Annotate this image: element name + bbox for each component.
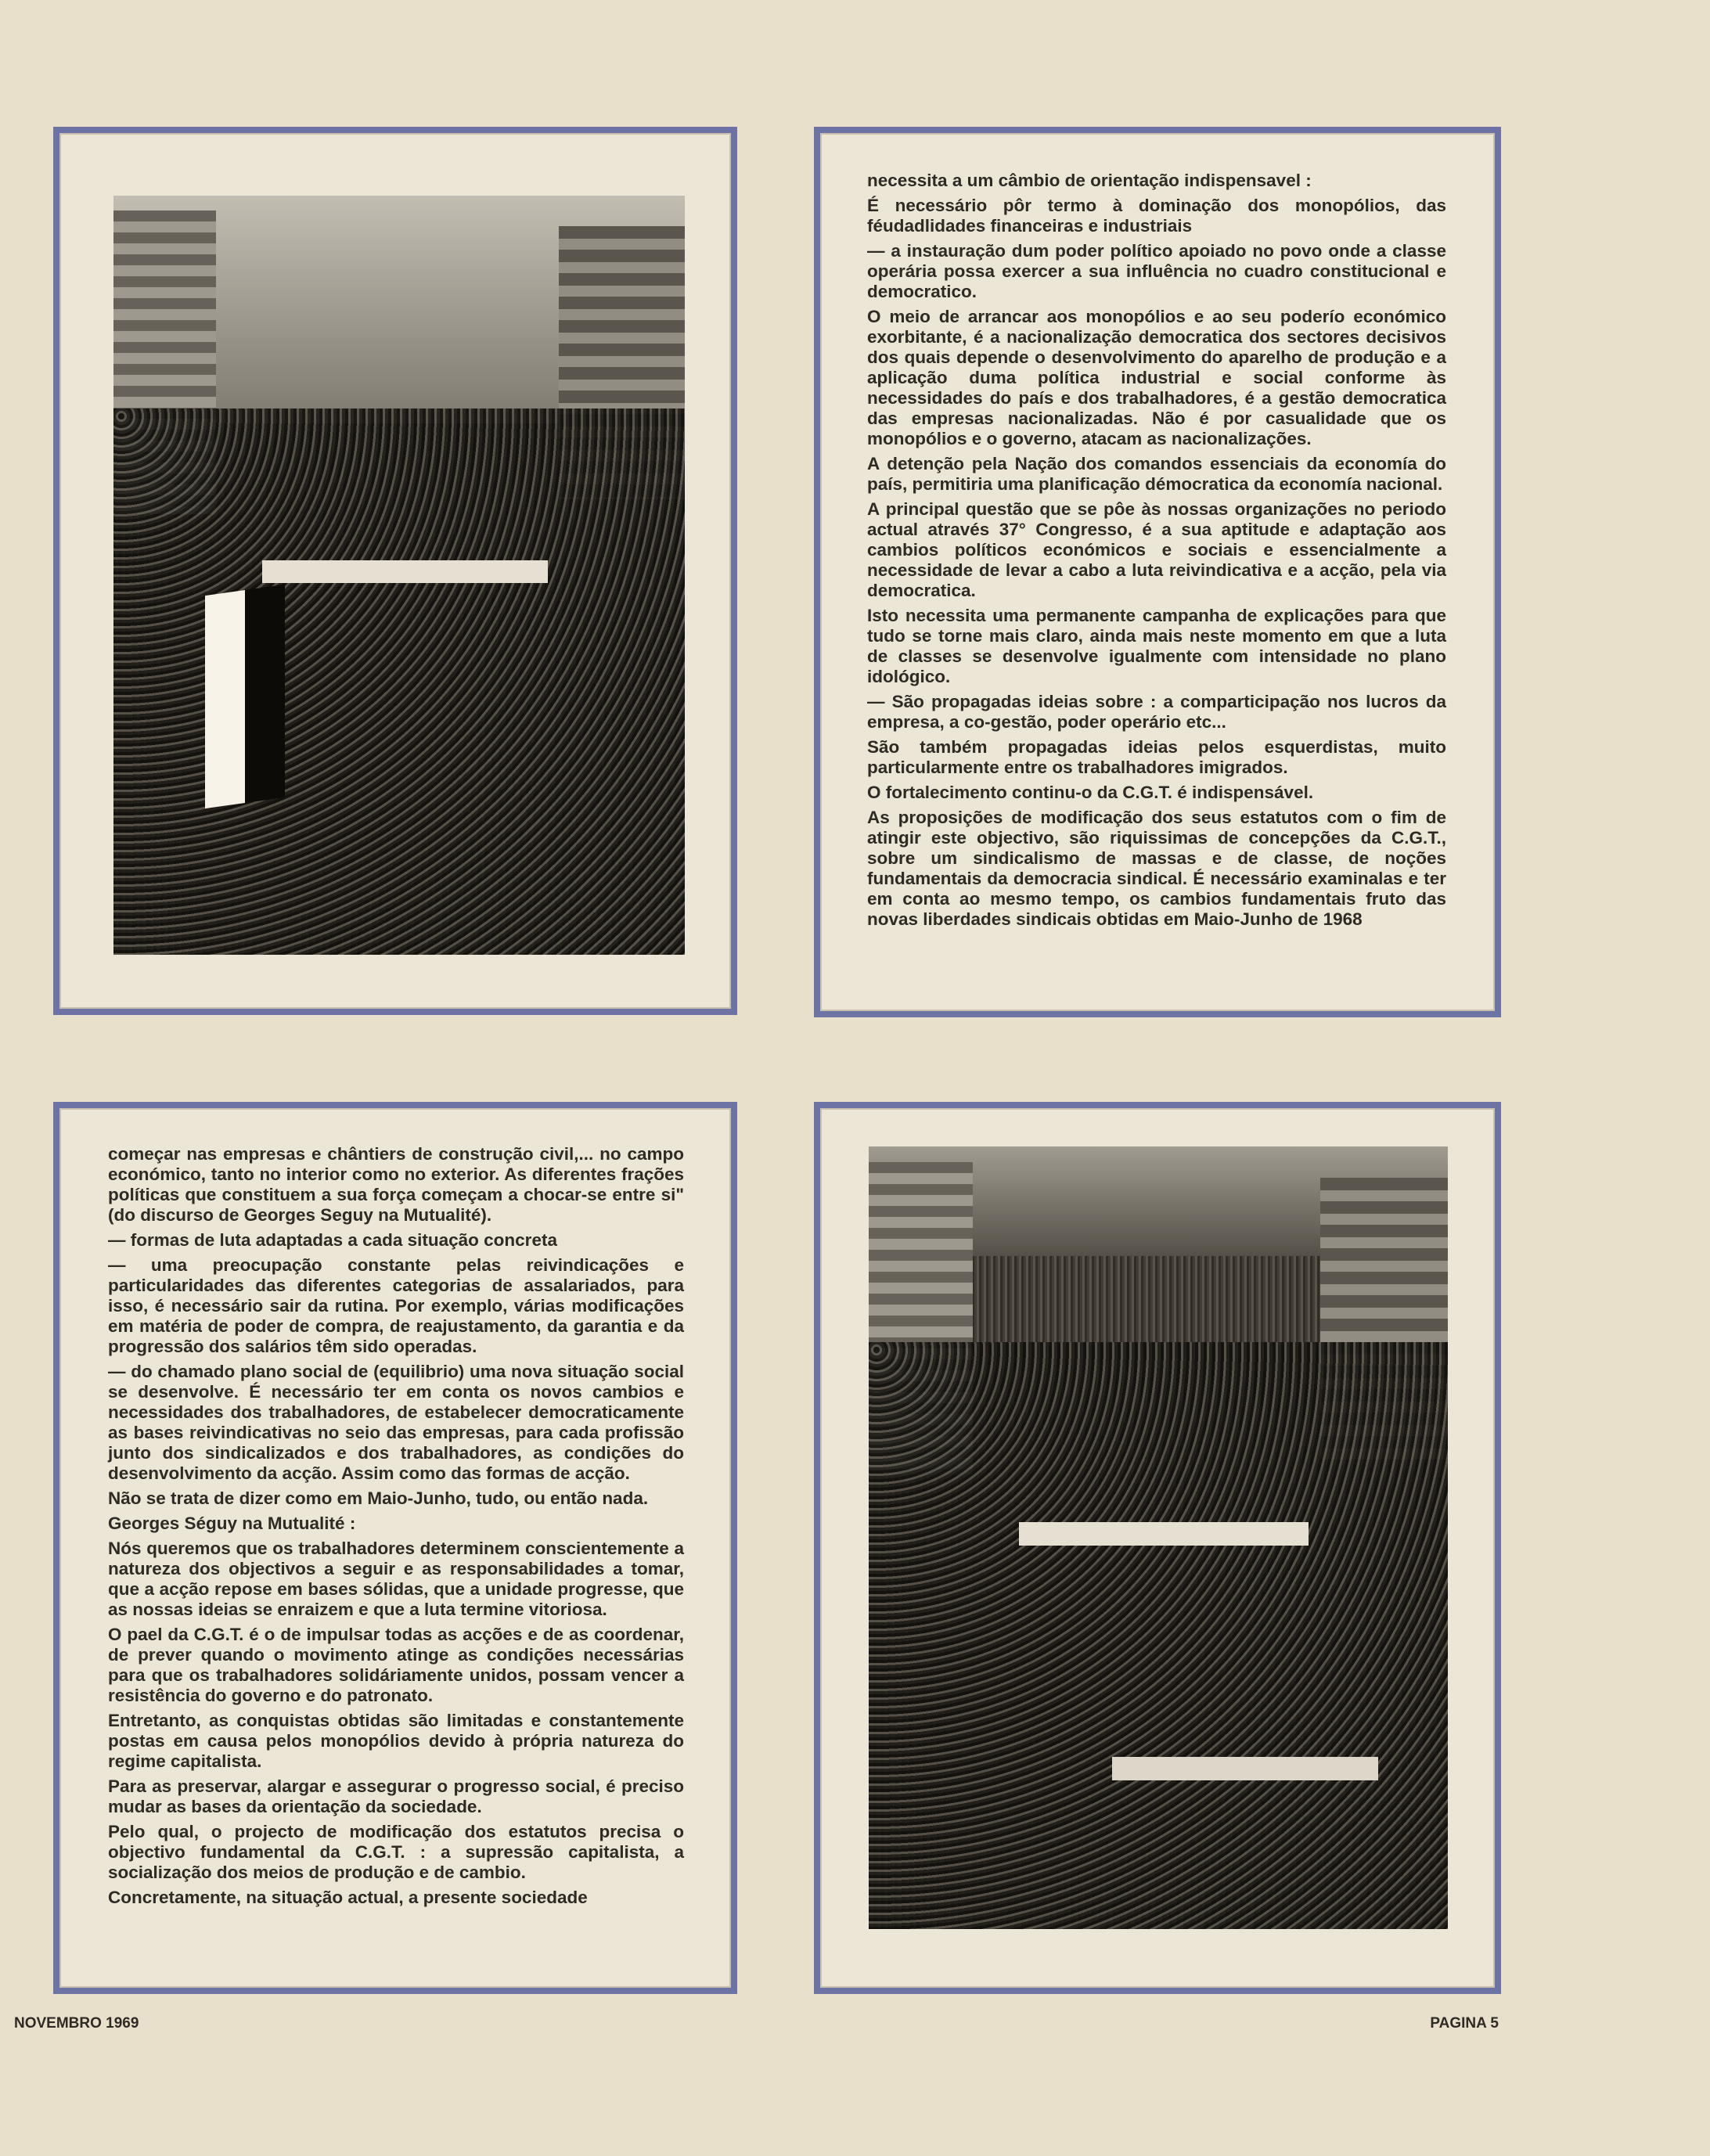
photo-banner xyxy=(1019,1522,1309,1546)
paragraph: Isto necessita uma permanente campanha de explicações para que tudo se torne mais claro, ainda mais neste momento em que a luta de classes se desenvolve igualmente com intensidade no plano idológico. xyxy=(867,606,1446,686)
paragraph: É necessário pôr termo à dominação dos monopólios, das féudadlidades financeiras e industriais xyxy=(867,196,1446,236)
paragraph: começar nas empresas e chântiers de construção civil,... no campo económico, tanto no interior como no exterior. As diferentes frações políticas que constituem a sua força começam a chocar-se entre si" (do discurso de Georges Seguy na Mutualité). xyxy=(108,1144,684,1225)
paragraph: Concretamente, na situação actual, a presente sociedade xyxy=(108,1888,588,1907)
paragraph: — a instauração dum poder político apoiado no povo onde a classe operária possa exercer a sua influência no cuadro constitucional e democratico. xyxy=(867,241,1446,301)
paragraph: As proposições de modificação dos seus estatutos com o fim de atingir este objectivo, são riquissimas de concepções da C.G.T., sobre um sindicalismo de massas e de classe, de noções fundamentais da democracia sindical. É necessário examinalas e ter em conta ao mesmo tempo, os cambios fundamentais fruto das novas liberdades sindicais obtidas em Maio-Junho de 1968 xyxy=(867,808,1446,929)
paragraph: A principal questão que se pôe às nossas organizações no periodo actual através 37° Congresso, é a sua aptitude e adaptação aos cambios políticos económicos e sociais e essencialmente a necessidade de levar a cabo a luta reivindicativa e a acção, pela via democratica. xyxy=(867,499,1446,600)
paragraph: — do chamado plano social de (equilibrio) uma nova situação social se desenvolve. É necessário ter em conta os novos cambios e necessidades dos trabalhadores, de estabelecer democraticamente as bases reivindicativas no seio das empresas, para cada profissão junto dos sindicalizados e dos trabalhadores, as condições do desenvolvimento da acção. Assim como das formas de acção. xyxy=(108,1362,684,1483)
photo-flag xyxy=(205,585,285,808)
article-column-top-right xyxy=(867,171,1446,934)
paragraph: Para as preservar, alargar e assegurar o progresso social, é preciso mudar as bases da orientação da sociedade. xyxy=(108,1776,684,1816)
crowd-photo-street xyxy=(869,1146,1448,1929)
photo-crowd xyxy=(869,1342,1448,1929)
paragraph: Não se trata de dizer como em Maio-Junho, tudo, ou então nada. xyxy=(108,1488,649,1508)
article-column-bottom-left xyxy=(108,1144,684,1913)
photo-crowd xyxy=(113,409,685,955)
paragraph: — formas de luta adaptadas a cada situação concreta xyxy=(108,1230,557,1250)
paragraph: Nós queremos que os trabalhadores determinem conscientemente a natureza dos objectivos a seguir e as responsabilidades a tomar, que a acção repose em bases sólidas, que a unidade progresse, que as nossas ideias se enraizem e que a luta termine vitoriosa. xyxy=(108,1539,684,1619)
paragraph: — uma preocupação constante pelas reivindicações e particularidades das diferentes categorias de assalariados, para isso, é necessário sair da rutina. Por exemplo, várias modificações em matéria de poder de compra, de reajustamento, da garantia e da progressão dos salários têm sido operadas. xyxy=(108,1255,684,1356)
paragraph: Georges Séguy na Mutualité : xyxy=(108,1514,356,1533)
paragraph: — São propagadas ideias sobre : a comparticipação nos lucros da empresa, a co-gestão, poder operário etc... xyxy=(867,692,1446,732)
paragraph: Entretanto, as conquistas obtidas são limitadas e constantemente postas em causa pelos monopólios devido à própria natureza do regime capitalista. xyxy=(108,1711,684,1771)
photo-banner-lower xyxy=(1112,1757,1378,1780)
photo-banner xyxy=(262,560,548,583)
footer-date: NOVEMBRO 1969 xyxy=(14,2015,139,2032)
paragraph: Pelo qual, o projecto de modificação dos estatutos precisa o objectivo fundamental da C.G.T. : a supressão capitalista, a socialização dos meios de produção e de cambio. xyxy=(108,1822,684,1882)
paragraph: O pael da C.G.T. é o de impulsar todas as acções e de as coordenar, de prever quando o movimento atinge as condições necessárias para que os trabalhadores solidáriamente unidos, possam vencer a resistência do governo e do patronato. xyxy=(108,1625,684,1705)
paragraph: necessita a um câmbio de orientação indispensavel : xyxy=(867,171,1312,190)
paragraph: O fortalecimento continu-o da C.G.T. é indispensável. xyxy=(867,783,1314,802)
footer-page-number: PAGINA 5 xyxy=(1430,2015,1499,2032)
crowd-photo-factory xyxy=(113,196,685,955)
paragraph: São também propagadas ideias pelos esquerdistas, muito particularmente entre os trabalhadores imigrados. xyxy=(867,737,1446,777)
paragraph: O meio de arrancar aos monopólios e ao seu poderío económico exorbitante, é a nacionalização democratica dos sectores decisivos dos quais depende o desenvolvimento do aparelho de produção e a aplicação duma política industrial e social conforme às necessidades do país e dos trabalhadores, é a gestão democratica das empresas nacionalizadas. Não é por casualidade que os monopólios e o governo, atacam as nacionalizações. xyxy=(867,307,1446,448)
paragraph: A detenção pela Nação dos comandos essenciais da economía do país, permitiria uma planificação démocratica da economía nacional. xyxy=(867,454,1446,494)
